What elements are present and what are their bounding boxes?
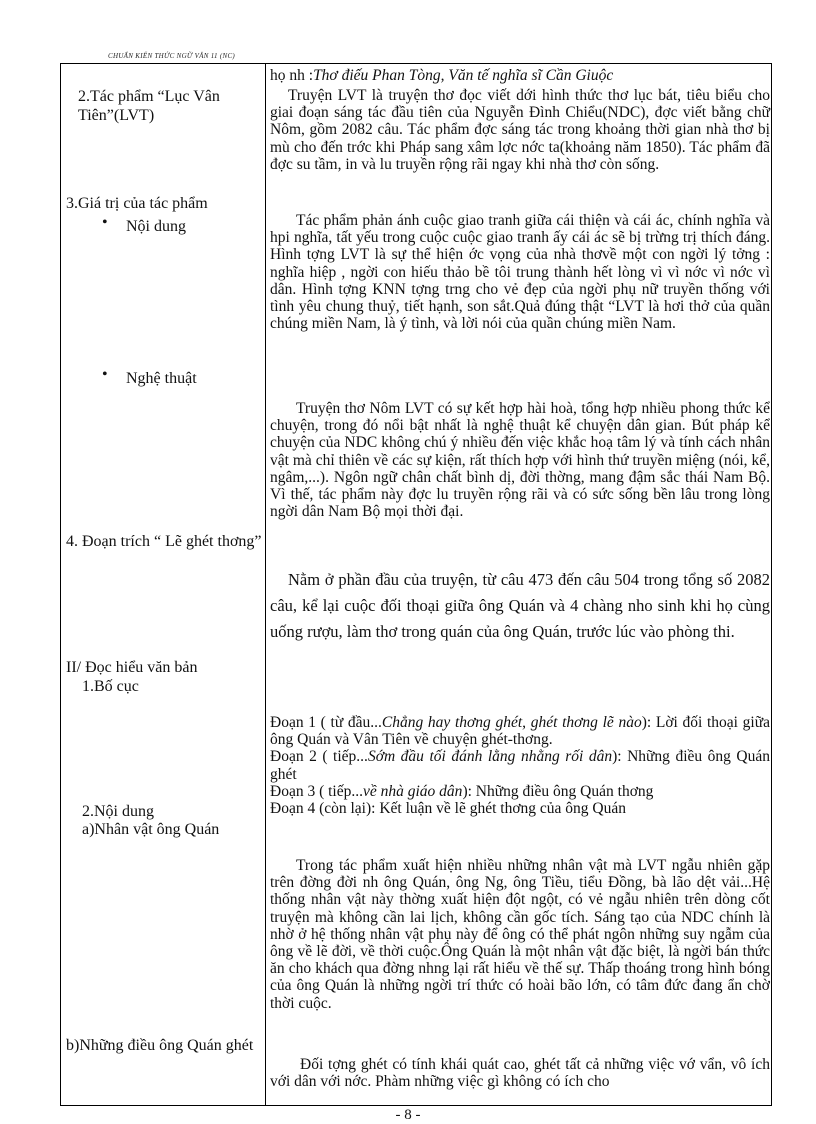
paragraph-ong-quan: Trong tác phẩm xuất hiện nhiều những nhân vật mà LVT ngẫu nhiên gặp trên đờng đời nh ông Quán, ông Ng, ông Tiều, tiểu Đồng, bà lão dệt vải...Hệ thống nhân vật này thờng xuất hiện đột ngột, có vẻ ngẫu nhiên trên dòng cốt truyện mà không cần lai lịch, không cần gốc tích. Sáng tạo của NDC chính là nhờ ở hệ thống nhân vật phụ này để ông có thể phát ngôn những suy ngẫm của ông về lẽ đời, về thời cuộc.Ông Quán là một nhân vật đặc biệt, là ngời bán thức ăn cho khách qua đờng nhng lại rất hiểu về thế sự. Thấp thoáng trong hình bóng của ông Quán là những ngời trí thức có hoài bão lớn, có tâm đức đang ẩn chờ thời cuộc. — [270, 857, 770, 1012]
paragraph-nghe-thuat: Truyện thơ Nôm LVT có sự kết hợp hài hoà, tổng hợp nhiều phong thức kể chuyện, trong đó nổi bật nhất là nghệ thuật kể chuyện dân gian. Bút pháp kể chuyện của NDC không chú ý nhiều đến việc khắc hoạ tâm lý và tính cách nhân vật mà chỉ thiên về các sự kiện, rất thích hợp với hình thứ truyền miệng (nói, kể, ngâm,...). Ngôn ngữ chân chất bình dị, đời thờng, mang đậm sắc thái Nam Bộ. Vì thế, tác phẩm này đợc lu truyền rộng rãi và có sức sống bền lâu trong lòng ngời dân Nam Bộ mọi thời đại. — [270, 400, 770, 521]
label-noi-dung: Nội dung — [126, 218, 186, 235]
doan-2: Đoạn 2 ( tiếp...Sớm đầu tối đánh lằng nhằng rối dân): Những điều ông Quán ghét — [270, 748, 770, 783]
bo-cuc-list — [270, 714, 770, 817]
bullet-icon: • — [102, 214, 108, 231]
label-bo-cuc: 1.Bố cục — [82, 678, 139, 695]
page-number: - 8 - — [395, 1107, 421, 1123]
paragraph-ghet: Đối tợng ghét có tính khái quát cao, ghét tất cả những việc vớ vẩn, vô ích với dân với nớc. Phàm những việc gì không có ích cho — [270, 1056, 770, 1091]
paragraph-tac-gia: họ nh :Thơ điếu Phan Tòng, Văn tế nghĩa sĩ Cần Giuộc — [270, 67, 614, 84]
paragraph-noi-dung: Tác phẩm phản ánh cuộc giao tranh giữa cái thiện và cái ác, chính nghĩa và hpi nghĩa, tất yếu trong cuộc cuộc giao tranh ấy cái ác sẽ bị trừng trị thích đáng. Hình tợng LVT là sự thể hiện ớc vọng của nhà thơvề một con ngời lý tởng : nghĩa hiệp , ngời con hiếu thảo bề tôi trung thành hết lòng vì vì nớc vì nớc vì dân. Hình tợng KNN tợng trng cho vẻ đẹp của ngời phụ nữ truyền thống với tình yêu chung thuỷ, tiết hạnh, son sắt.Quả đúng thật “LVT là hơi thở của quần chúng miền Nam, là ý tình, và lời nói của quần chúng miền Nam. — [270, 212, 770, 333]
label-nhung-dieu-ghet: b)Những điều ông Quán ghét — [66, 1037, 254, 1054]
doan-1: Đoạn 1 ( từ đầu...Chẳng hay thơng ghét, ghét thơng lẽ nào): Lời đối thoại giữa ông Quán và Vân Tiên về chuyện ghét-thơng. — [270, 714, 771, 749]
doan-3: Đoạn 3 ( tiếp...về nhà giáo dân): Những điều ông Quán thơng — [270, 782, 654, 800]
label-doan-trich: 4. Đoạn trích “ Lẽ ghét thơng” — [66, 533, 262, 550]
column-divider — [265, 63, 266, 1106]
page-header: CHUẨN KIẾN THỨC NGỮ VĂN 11 (NC) — [108, 52, 236, 60]
label-nghe-thuat: Nghệ thuật — [126, 370, 197, 387]
label-gia-tri: 3.Giá trị của tác phẩm — [66, 195, 208, 212]
label-noi-dung-2: 2.Nội dung — [82, 803, 154, 820]
doan-4: Đoạn 4 (còn lại): Kết luận về lẽ ghét thơng của ông Quán — [270, 800, 626, 818]
label-tac-pham: 2.Tác phẩm “Lục Vân Tiên”(LVT) — [78, 88, 220, 124]
label-doc-hieu: II/ Đọc hiểu văn bản — [66, 659, 198, 676]
paragraph-doan-trich: Nằm ở phần đầu của truyện, từ câu 473 đến câu 504 trong tổng số 2082 câu, kể lại cuộc đối thoại giữa ông Quán và 4 chàng nho sinh khi họ cùng uống rượu, làm thơ trong quán của ông Quán, trước lúc vào phòng thi. — [270, 570, 770, 641]
bullet-icon: • — [102, 366, 108, 383]
label-nhan-vat-ong-quan: a)Nhân vật ông Quán — [82, 821, 220, 838]
paragraph-tac-pham: Truyện LVT là truyện thơ đọc viết dới hình thức thơ lục bát, tiêu biểu cho giai đoạn sáng tác đầu tiên của Nguyễn Đình Chiểu(NDC), đợc viết bằng chữ Nôm, gồm 2082 câu. Tác phẩm đợc sáng tác trong khoảng thời gian nhà thơ bị mù cho đến trớc khi Pháp sang xâm lợc nớc ta(khoảng năm 1850). Tác phẩm đã đợc su tầm, in và lu truyền rộng rãi ngay khi nhà thơ còn sống. — [270, 87, 770, 173]
